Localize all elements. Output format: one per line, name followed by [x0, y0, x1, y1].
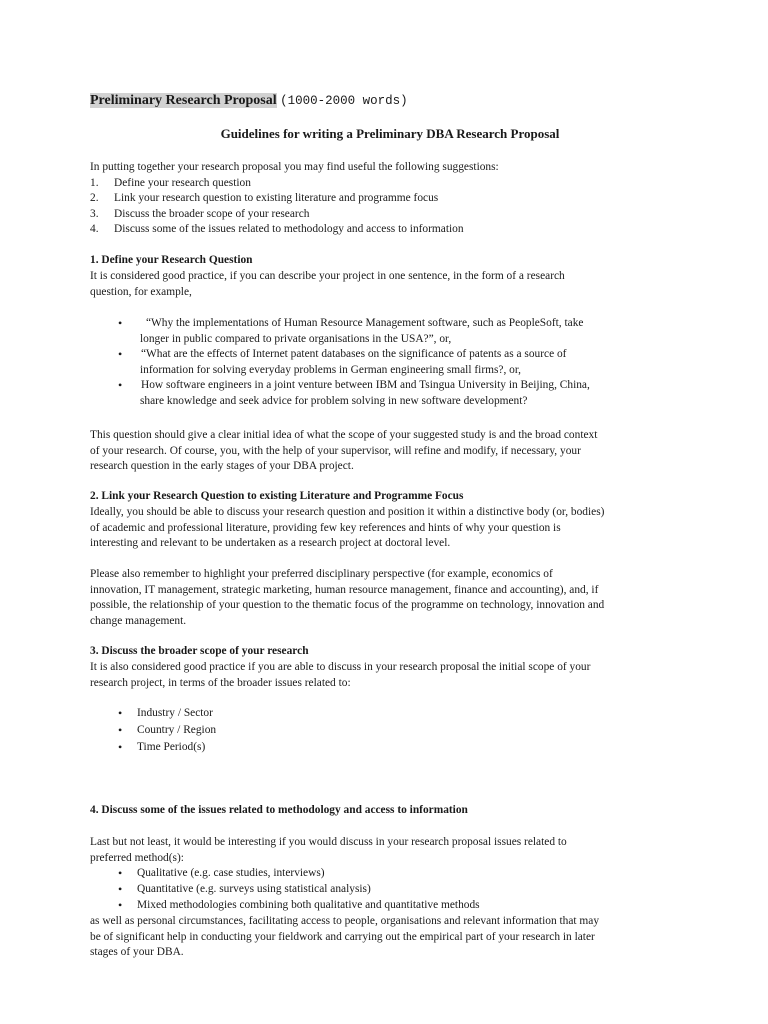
bullet-icon: •	[118, 740, 123, 754]
section-4-paragraph-2: as well as personal circumstances, facilitating access to people, organisations and relevant information that may be of significant help in conducting your fieldwork and carrying out the empirical part of your research in later stages of your DBA.	[90, 915, 600, 959]
list-item: 4. Discuss some of the issues related to methodology and access to information	[90, 223, 464, 236]
document-subtitle: Guidelines for writing a Preliminary DBA Research Proposal	[220, 126, 560, 141]
section-3-paragraph-1: It is also considered good practice if you are able to discuss in your research proposal the initial scope of your research project, in terms of the broader issues related to:	[90, 661, 591, 689]
list-item: • Mixed methodologies combining both qualitative and quantitative methods	[118, 898, 480, 912]
bullet-icon: •	[118, 866, 123, 880]
section-2-heading: 2. Link your Research Question to existing Literature and Programme Focus	[90, 490, 464, 502]
list-item: • Qualitative (e.g. case studies, interviews)	[118, 866, 325, 880]
bullet-icon: •	[118, 706, 123, 720]
suggestions-list	[90, 176, 690, 238]
list-item: • How software engineers in a joint venture between IBM and Tsingua University in Beijing, China, share knowledge and seek advice for problem solving in new software development?	[118, 378, 590, 407]
intro-section	[90, 160, 690, 238]
list-item: 2. Link your research question to existing literature and programme focus	[90, 192, 439, 205]
list-item: 3. Discuss the broader scope of your research	[90, 207, 310, 220]
bullet-icon: •	[118, 347, 123, 361]
section-1-paragraph-1: It is considered good practice, if you can describe your project in one sentence, in the form of a research question, for example,	[90, 270, 565, 298]
section-2-paragraph-2: Please also remember to highlight your preferred disciplinary perspective (for example, economics of innovation, IT management, strategic marketing, human resource management, finance and accounting), and, if possible, the relationship of your question to the thematic focus of the programme on technology, innovation and change management.	[90, 568, 605, 627]
section-1-paragraph-2: This question should give a clear initial idea of what the scope of your suggested study is and the broad context of your research. Of course, you, with the help of your supervisor, will refine and modify, if necessary, your research question in the early stages of your DBA project.	[90, 429, 598, 473]
list-item: 1. Define your research question	[90, 176, 251, 189]
title-word-count: (1000-2000 words)	[280, 94, 408, 108]
bullet-icon: •	[118, 316, 123, 330]
list-item: • Time Period(s)	[118, 740, 206, 754]
bullet-icon: •	[118, 898, 123, 912]
list-item: • Country / Region	[118, 723, 217, 737]
list-item: • “What are the effects of Internet patent databases on the significance of patents as a source of information for solving everyday problems in German engineering small firms?, or,	[118, 347, 567, 376]
section-4-methods-list	[90, 866, 690, 914]
section-1-heading: 1. Define your Research Question	[90, 254, 253, 266]
intro-text: In putting together your research proposal you may find useful the following suggestions:	[90, 161, 499, 173]
section-4-heading: 4. Discuss some of the issues related to methodology and access to information	[90, 804, 468, 816]
section-3-heading: 3. Discuss the broader scope of your research	[90, 645, 309, 657]
list-item: • “Why the implementations of Human Resource Management software, such as PeopleSoft, take longer in public compared to private organisations in the USA?”, or,	[118, 316, 584, 345]
list-item: • Quantitative (e.g. surveys using statistical analysis)	[118, 882, 371, 896]
section-1-examples-list	[90, 316, 690, 409]
bullet-icon: •	[118, 378, 123, 392]
section-4-paragraph-1: Last but not least, it would be interesting if you would discuss in your research proposal issues related to preferred method(s):	[90, 836, 567, 864]
section-3-scope-list	[90, 706, 690, 757]
bullet-icon: •	[118, 723, 123, 737]
document-title	[90, 92, 690, 110]
bullet-icon: •	[118, 882, 123, 896]
title-main: Preliminary Research Proposal	[90, 93, 277, 108]
list-item: • Industry / Sector	[118, 706, 213, 720]
section-2-paragraph-1: Ideally, you should be able to discuss your research question and position it within a distinctive body (or, bodies) of academic and professional literature, providing few key references and hints of why your question is interesting and relevant to be undertaken as a research project at doctoral level.	[90, 506, 605, 550]
